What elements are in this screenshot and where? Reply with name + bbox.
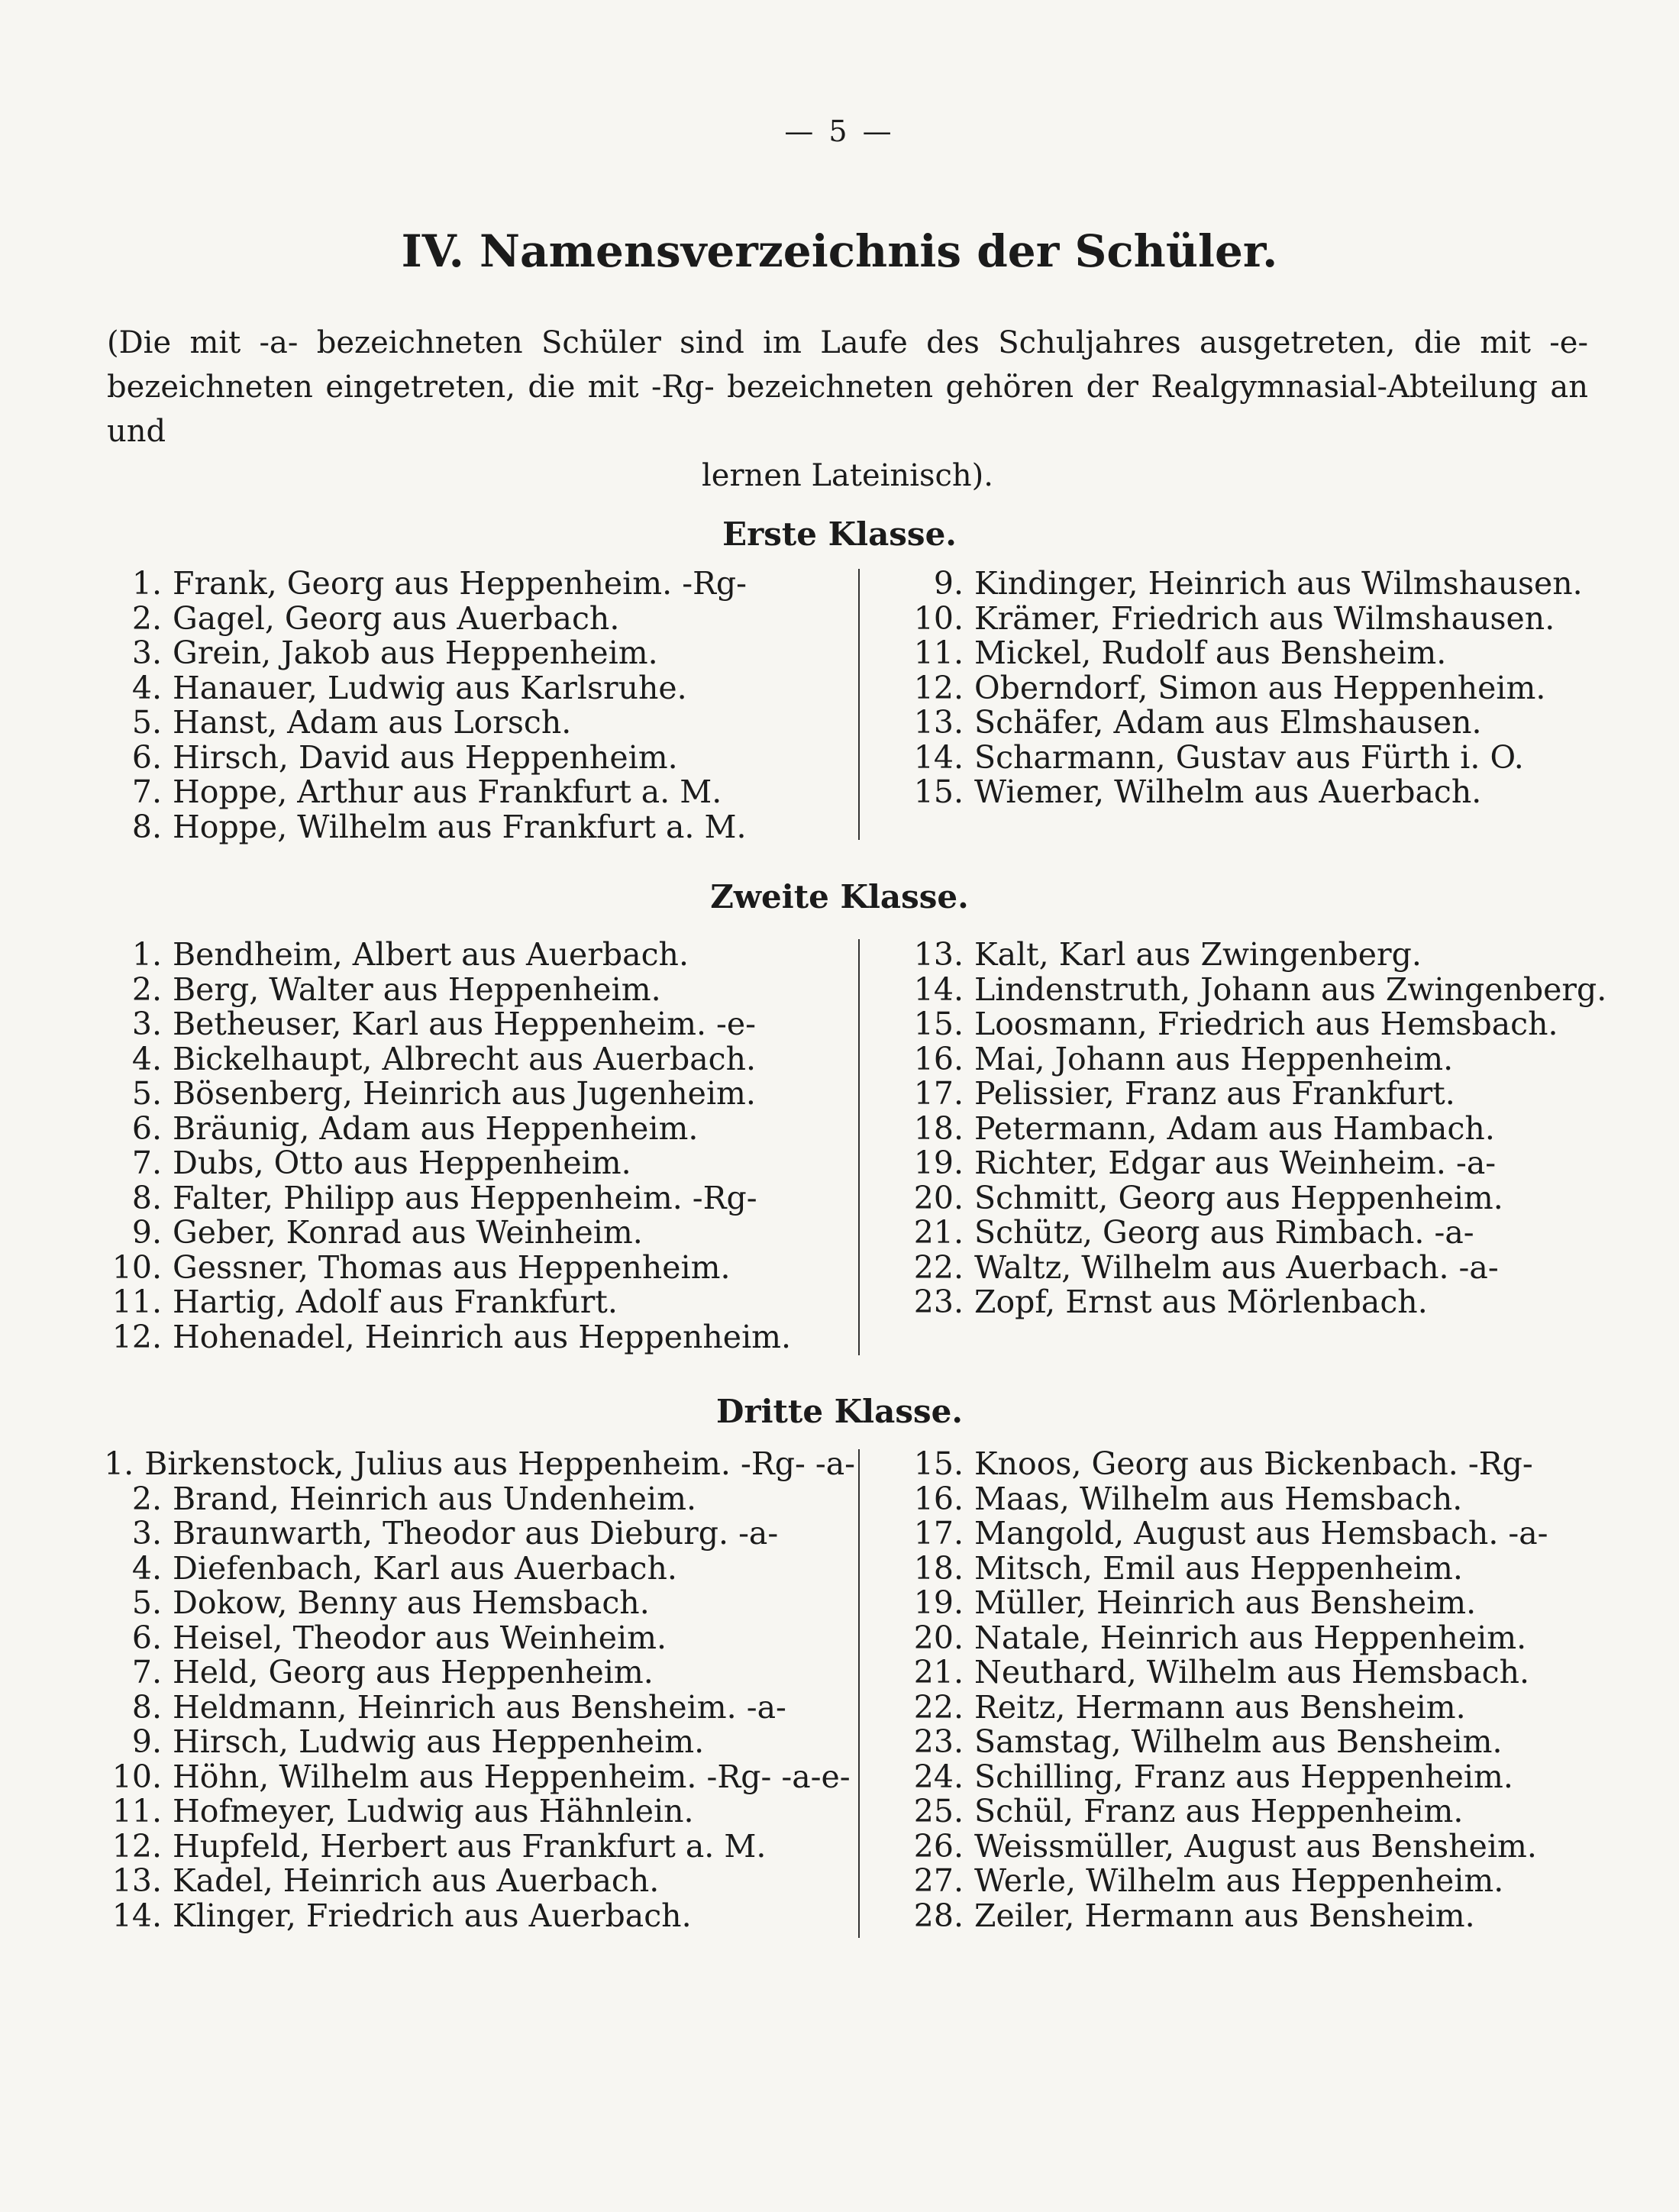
entry-number: 11. <box>111 1284 162 1320</box>
class-list-zweite-left <box>99 938 855 1355</box>
entry-number: 2. <box>131 599 162 637</box>
entry-name: Müller, Heinrich aus Bensheim. <box>974 1584 1477 1621</box>
student-entry <box>901 1586 1649 1621</box>
entry-name: Hupfeld, Herbert aus Frankfurt a. M. <box>173 1827 767 1865</box>
entry-name: Oberndorf, Simon aus Heppenheim. <box>974 669 1546 706</box>
entry-name: Krämer, Friedrich aus Wilmshausen. <box>974 599 1555 637</box>
entry-number: 7. <box>131 1145 162 1181</box>
student-entry <box>99 636 855 671</box>
entry-number: 5. <box>131 1584 162 1621</box>
student-entry <box>99 1007 855 1042</box>
entry-number: 8. <box>131 1179 162 1216</box>
entry-name: Werle, Wilhelm aus Heppenheim. <box>974 1862 1504 1899</box>
student-entry <box>99 1725 855 1760</box>
student-entry <box>901 1181 1649 1216</box>
entry-name: Heldmann, Heinrich aus Bensheim. -a- <box>173 1688 786 1726</box>
student-entry <box>901 775 1634 810</box>
entry-name: Zopf, Ernst aus Mörlenbach. <box>974 1284 1428 1320</box>
entry-number: 8. <box>131 808 162 845</box>
student-entry <box>99 1655 855 1690</box>
student-entry <box>99 1248 855 1286</box>
entry-number: 10. <box>913 599 964 637</box>
entry-name: Bräunig, Adam aus Heppenheim. <box>173 1109 699 1147</box>
entry-number: 11. <box>913 635 964 671</box>
entry-name: Hofmeyer, Ludwig aus Hähnlein. <box>173 1793 694 1829</box>
entry-name: Gagel, Georg aus Auerbach. <box>173 599 620 637</box>
student-entry <box>99 1516 855 1552</box>
student-entry <box>99 1794 855 1829</box>
entry-number: 26. <box>913 1827 964 1865</box>
entry-number: 4. <box>131 669 162 706</box>
entry-name: Bendheim, Albert aus Auerbach. <box>173 936 689 973</box>
entry-number: 15. <box>913 773 964 810</box>
entry-name: Klinger, Friedrich aus Auerbach. <box>173 1897 692 1934</box>
entry-number: 10. <box>111 1758 162 1795</box>
entry-name: Grein, Jakob aus Heppenheim. <box>173 635 658 671</box>
class-heading-zweite: Zweite Klasse. <box>710 878 969 915</box>
entry-number: 8. <box>131 1688 162 1726</box>
entry-number: 2. <box>131 1480 162 1517</box>
student-entry <box>99 567 855 602</box>
student-entry <box>99 671 855 706</box>
entry-name: Waltz, Wilhelm aus Auerbach. -a- <box>974 1248 1499 1286</box>
student-entry <box>99 1586 855 1621</box>
entry-number: 3. <box>131 635 162 671</box>
entry-number: 10. <box>111 1248 162 1286</box>
column-divider <box>858 1449 860 1938</box>
student-entry <box>901 1760 1649 1795</box>
student-entry <box>901 706 1634 741</box>
student-entry <box>901 1864 1649 1899</box>
student-entry <box>99 706 855 741</box>
entry-number: 9. <box>131 1214 162 1251</box>
entry-name: Knoos, Georg aus Bickenbach. -Rg- <box>974 1445 1533 1482</box>
entry-number: 9. <box>933 565 964 602</box>
student-entry <box>99 970 855 1008</box>
entry-name: Hanst, Adam aus Lorsch. <box>173 704 572 741</box>
entry-name: Mitsch, Emil aus Heppenheim. <box>974 1549 1463 1587</box>
entry-number: 1. <box>131 936 162 973</box>
entry-number: 6. <box>131 738 162 776</box>
entry-number: 20. <box>913 1179 964 1216</box>
entry-number: 20. <box>913 1619 964 1656</box>
class-list-dritte-right <box>901 1447 1649 1933</box>
entry-name: Hanauer, Ludwig aus Karlsruhe. <box>173 669 687 706</box>
student-entry <box>901 1447 1649 1482</box>
entry-number: 16. <box>913 1480 964 1517</box>
entry-name: Weissmüller, August aus Bensheim. <box>974 1827 1537 1865</box>
student-entry <box>901 1109 1649 1147</box>
entry-number: 4. <box>131 1549 162 1587</box>
entry-name: Hirsch, David aus Heppenheim. <box>173 738 678 776</box>
student-entry <box>901 671 1634 706</box>
student-entry <box>99 599 855 637</box>
student-entry <box>901 1077 1649 1112</box>
student-entry <box>901 970 1649 1008</box>
student-entry <box>901 1248 1649 1286</box>
page-number: — 5 — <box>784 115 895 148</box>
entry-name: Heisel, Theodor aus Weinheim. <box>173 1619 667 1656</box>
entry-name: Birkenstock, Julius aus Heppenheim. -Rg- -a- <box>144 1445 855 1482</box>
student-entry <box>99 1077 855 1112</box>
entry-name: Mangold, August aus Hemsbach. -a- <box>974 1515 1548 1552</box>
entry-number: 13. <box>111 1862 162 1899</box>
student-entry <box>901 1146 1649 1181</box>
entry-number: 13. <box>913 704 964 741</box>
student-entry <box>99 1621 855 1656</box>
student-entry <box>99 1320 855 1355</box>
student-entry <box>99 1690 855 1726</box>
class-list-erste-left <box>99 567 855 844</box>
entry-name: Mai, Johann aus Heppenheim. <box>974 1040 1454 1077</box>
entry-number: 17. <box>913 1075 964 1112</box>
entry-name: Petermann, Adam aus Hambach. <box>974 1109 1495 1147</box>
entry-name: Hohenadel, Heinrich aus Heppenheim. <box>173 1318 792 1355</box>
entry-name: Pelissier, Franz aus Frankfurt. <box>974 1075 1455 1112</box>
entry-number: 14. <box>913 738 964 776</box>
student-entry <box>99 1482 855 1517</box>
class-list-dritte-left <box>99 1447 855 1933</box>
entry-name: Loosmann, Friedrich aus Hemsbach. <box>974 1006 1558 1042</box>
entry-number: 12. <box>111 1827 162 1865</box>
student-entry <box>99 1181 855 1216</box>
entry-name: Lindenstruth, Johann aus Zwingenberg. <box>974 970 1607 1008</box>
entry-number: 22. <box>913 1248 964 1286</box>
entry-name: Schmitt, Georg aus Heppenheim. <box>974 1179 1503 1216</box>
page-title: IV. Namensverzeichnis der Schüler. <box>401 225 1278 277</box>
student-entry <box>99 1864 855 1899</box>
student-entry <box>99 1760 855 1795</box>
entry-name: Natale, Heinrich aus Heppenheim. <box>974 1619 1527 1656</box>
entry-number: 14. <box>913 970 964 1008</box>
student-entry <box>99 1549 855 1587</box>
entry-number: 12. <box>111 1318 162 1355</box>
entry-name: Brand, Heinrich aus Undenheim. <box>173 1480 697 1517</box>
entry-name: Gessner, Thomas aus Heppenheim. <box>173 1248 731 1286</box>
student-entry <box>901 1899 1649 1934</box>
student-entry <box>99 1285 855 1320</box>
entry-number: 1. <box>131 565 162 602</box>
student-entry <box>99 1146 855 1181</box>
student-entry <box>901 1655 1649 1690</box>
entry-name: Samstag, Wilhelm aus Bensheim. <box>974 1723 1503 1760</box>
student-entry <box>99 938 855 973</box>
entry-number: 19. <box>913 1584 964 1621</box>
student-entry <box>99 1216 855 1251</box>
student-entry <box>901 599 1634 637</box>
student-entry <box>901 1482 1649 1517</box>
entry-name: Schütz, Georg aus Rimbach. -a- <box>974 1214 1474 1251</box>
student-entry <box>99 1042 855 1077</box>
entry-number: 6. <box>131 1619 162 1656</box>
entry-name: Dubs, Otto aus Heppenheim. <box>173 1145 631 1181</box>
entry-name: Betheuser, Karl aus Heppenheim. -e- <box>173 1006 757 1042</box>
entry-number: 3. <box>131 1515 162 1552</box>
entry-number: 6. <box>131 1109 162 1147</box>
entry-name: Hoppe, Wilhelm aus Frankfurt a. M. <box>173 808 747 845</box>
entry-number: 15. <box>913 1445 964 1482</box>
entry-number: 25. <box>913 1793 964 1829</box>
student-entry <box>901 1621 1649 1656</box>
entry-name: Maas, Wilhelm aus Hemsbach. <box>974 1480 1463 1517</box>
student-entry <box>901 1549 1649 1587</box>
class-heading-erste: Erste Klasse. <box>722 515 957 553</box>
student-entry <box>99 810 855 845</box>
entry-number: 13. <box>913 936 964 973</box>
entry-name: Scharmann, Gustav aus Fürth i. O. <box>974 738 1524 776</box>
student-entry <box>901 1690 1649 1726</box>
entry-number: 4. <box>131 1040 162 1077</box>
student-entry <box>901 1516 1649 1552</box>
entry-name: Falter, Philipp aus Heppenheim. -Rg- <box>173 1179 757 1216</box>
entry-name: Schilling, Franz aus Heppenheim. <box>974 1758 1513 1795</box>
class-heading-dritte: Dritte Klasse. <box>716 1393 963 1430</box>
intro-paragraph <box>107 321 1588 498</box>
entry-number: 15. <box>913 1006 964 1042</box>
entry-name: Kadel, Heinrich aus Auerbach. <box>173 1862 660 1899</box>
student-entry <box>901 567 1634 602</box>
entry-name: Neuthard, Wilhelm aus Hemsbach. <box>974 1654 1530 1690</box>
student-entry <box>99 775 855 810</box>
entry-name: Schül, Franz aus Heppenheim. <box>974 1793 1464 1829</box>
entry-number: 23. <box>913 1723 964 1760</box>
entry-name: Kalt, Karl aus Zwingenberg. <box>974 936 1422 973</box>
entry-number: 17. <box>913 1515 964 1552</box>
class-list-zweite-right <box>901 938 1649 1320</box>
entry-name: Reitz, Hermann aus Bensheim. <box>974 1688 1466 1726</box>
entry-name: Mickel, Rudolf aus Bensheim. <box>974 635 1447 671</box>
entry-number: 18. <box>913 1549 964 1587</box>
student-entry <box>901 738 1634 776</box>
entry-number: 12. <box>913 669 964 706</box>
entry-number: 23. <box>913 1284 964 1320</box>
entry-name: Kindinger, Heinrich aus Wilmshausen. <box>974 565 1583 602</box>
entry-number: 5. <box>131 704 162 741</box>
intro-last-line: lernen Lateinisch). <box>701 458 993 493</box>
entry-name: Höhn, Wilhelm aus Heppenheim. -Rg- -a-e- <box>173 1758 851 1795</box>
entry-number: 18. <box>913 1109 964 1147</box>
student-entry <box>99 738 855 776</box>
entry-name: Dokow, Benny aus Hemsbach. <box>173 1584 650 1621</box>
student-entry <box>901 1725 1649 1760</box>
entry-name: Hirsch, Ludwig aus Heppenheim. <box>173 1723 705 1760</box>
student-entry <box>901 1007 1649 1042</box>
entry-number: 27. <box>913 1862 964 1899</box>
entry-name: Richter, Edgar aus Weinheim. -a- <box>974 1145 1497 1181</box>
entry-number: 19. <box>913 1145 964 1181</box>
entry-number: 2. <box>131 970 162 1008</box>
entry-number: 22. <box>913 1688 964 1726</box>
entry-number: 11. <box>111 1793 162 1829</box>
entry-number: 21. <box>913 1654 964 1690</box>
entry-number: 7. <box>131 1654 162 1690</box>
student-entry <box>901 938 1649 973</box>
entry-name: Zeiler, Hermann aus Bensheim. <box>974 1897 1475 1934</box>
student-entry <box>901 1042 1649 1077</box>
entry-number: 14. <box>111 1897 162 1934</box>
entry-name: Geber, Konrad aus Weinheim. <box>173 1214 643 1251</box>
entry-number: 21. <box>913 1214 964 1251</box>
entry-name: Hoppe, Arthur aus Frankfurt a. M. <box>173 773 722 810</box>
entry-name: Wiemer, Wilhelm aus Auerbach. <box>974 773 1482 810</box>
entry-name: Held, Georg aus Heppenheim. <box>173 1654 654 1690</box>
student-entry <box>901 1794 1649 1829</box>
entry-number: 1. <box>104 1445 134 1482</box>
entry-number: 28. <box>913 1897 964 1934</box>
column-divider <box>858 939 860 1355</box>
class-list-erste-right <box>901 567 1634 810</box>
student-entry <box>901 1216 1649 1251</box>
entry-name: Frank, Georg aus Heppenheim. -Rg- <box>173 565 747 602</box>
student-entry <box>901 636 1634 671</box>
student-entry <box>99 1899 855 1934</box>
entry-name: Braunwarth, Theodor aus Dieburg. -a- <box>173 1515 779 1552</box>
entry-number: 24. <box>913 1758 964 1795</box>
student-entry <box>99 1447 855 1482</box>
entry-name: Schäfer, Adam aus Elmshausen. <box>974 704 1482 741</box>
intro-text: (Die mit -a- bezeichneten Schüler sind im Laufe des Schuljahres ausgetreten, die mit -e- bezeichneten eingetreten, die mit -Rg- bezeichneten gehören der Realgymnasial-Abteilung an und <box>107 325 1588 449</box>
entry-number: 7. <box>131 773 162 810</box>
entry-number: 5. <box>131 1075 162 1112</box>
entry-number: 9. <box>131 1723 162 1760</box>
student-entry <box>901 1829 1649 1865</box>
entry-name: Diefenbach, Karl aus Auerbach. <box>173 1549 677 1587</box>
entry-name: Berg, Walter aus Heppenheim. <box>173 970 661 1008</box>
entry-name: Bickelhaupt, Albrecht aus Auerbach. <box>173 1040 757 1077</box>
entry-number: 3. <box>131 1006 162 1042</box>
student-entry <box>901 1285 1649 1320</box>
student-entry <box>99 1109 855 1147</box>
entry-name: Hartig, Adolf aus Frankfurt. <box>173 1284 618 1320</box>
column-divider <box>858 569 860 840</box>
entry-name: Bösenberg, Heinrich aus Jugenheim. <box>173 1075 756 1112</box>
student-entry <box>99 1829 855 1865</box>
entry-number: 16. <box>913 1040 964 1077</box>
